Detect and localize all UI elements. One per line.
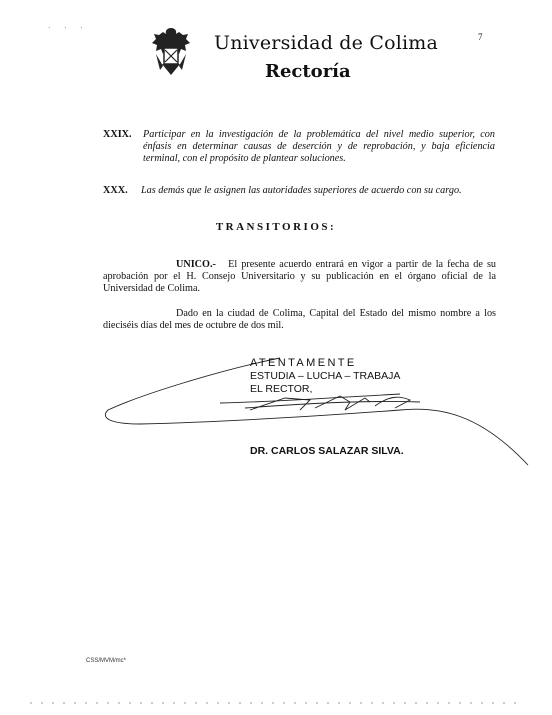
office-title: Rectoría bbox=[265, 61, 351, 82]
page-number: 7 bbox=[478, 32, 483, 42]
dado-paragraph: Dado en la ciudad de Colima, Capital del Estado del mismo nombre a los dieciséis días del mes de octubre de dos mil. bbox=[103, 308, 496, 331]
item-xxix bbox=[103, 129, 495, 165]
item-number: XXIX. bbox=[103, 129, 132, 140]
reference-code: CSS/MVM/mc* bbox=[86, 658, 127, 664]
unico-text: El presente acuerdo entrará en vigor a partir de la fecha de su aprobación por el H. Consejo Universitario y su publicación en el órgano oficial de la Universidad de Colima. bbox=[103, 259, 497, 294]
item-text: Participar en la investigación de la problemática del nivel medio superior, con énfasis en determinar causas de deserción y de reprobación, y baja eficiencia terminal, con el propósito de plantear soluciones. bbox=[143, 129, 495, 164]
item-number: XXX. bbox=[103, 185, 128, 196]
institution-name: Universidad de Colima bbox=[214, 32, 439, 54]
unico-label: UNICO.- bbox=[176, 259, 216, 270]
unico-paragraph bbox=[103, 259, 496, 295]
item-xxx bbox=[103, 185, 495, 197]
motto: ESTUDIA – LUCHA – TRABAJA bbox=[250, 370, 401, 382]
signer-role: EL RECTOR, bbox=[250, 383, 313, 395]
item-text: Las demás que le asignen las autoridades superiores de acuerdo con su cargo. bbox=[141, 185, 462, 196]
atentamente-label: ATENTAMENTE bbox=[250, 357, 357, 369]
fax-noise-line bbox=[30, 700, 520, 706]
signer-name: DR. CARLOS SALAZAR SILVA. bbox=[250, 445, 404, 457]
scan-specks: · · · bbox=[48, 24, 89, 32]
university-seal-icon bbox=[150, 26, 192, 76]
transitorios-heading: TRANSITORIOS: bbox=[215, 221, 337, 233]
